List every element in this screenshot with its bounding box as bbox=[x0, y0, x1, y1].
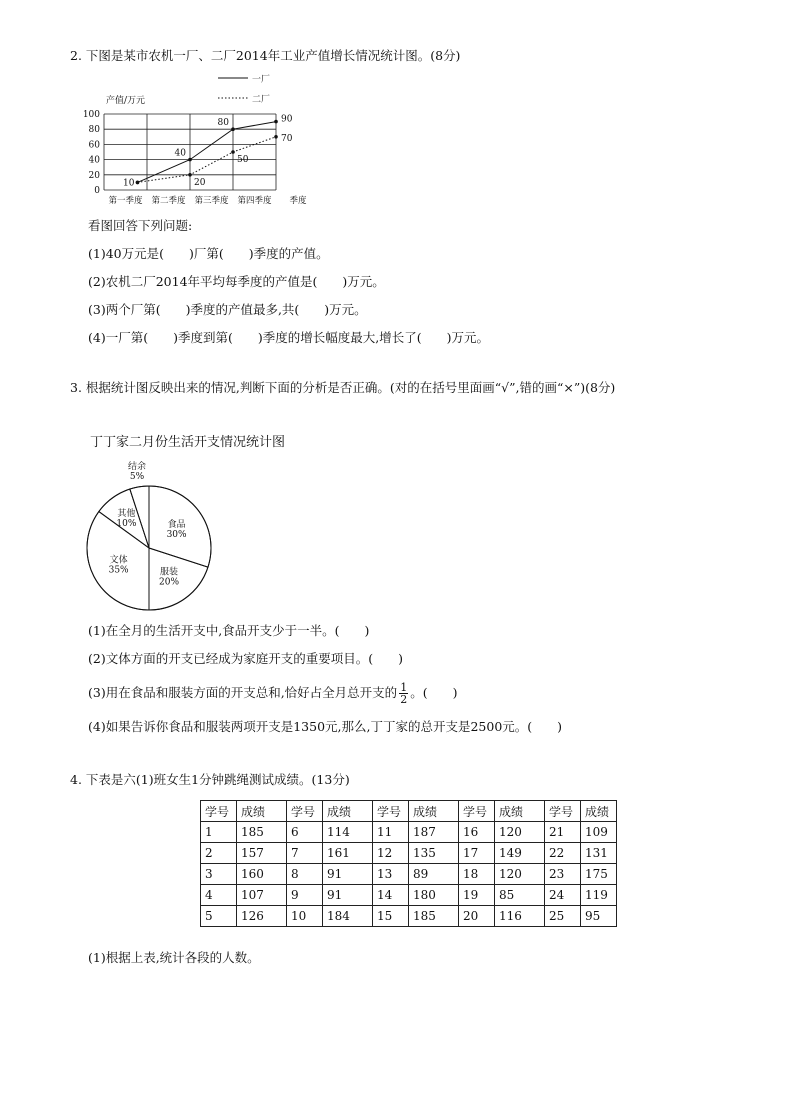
table-row-4-cell-1: 4 bbox=[201, 885, 237, 906]
y-tick-80: 80 bbox=[88, 125, 100, 136]
y-tick-0: 0 bbox=[94, 186, 100, 196]
table-row-3-cell-8: 120 bbox=[495, 864, 545, 885]
table-row-4-cell-2: 107 bbox=[237, 885, 287, 906]
q4-question-1: (1)根据上表,统计各段的人数。 bbox=[88, 950, 260, 965]
table-row-4-cell-4: 91 bbox=[323, 885, 373, 906]
table-row-3-cell-9: 23 bbox=[545, 864, 581, 885]
pie-chart bbox=[80, 458, 220, 618]
q3-question-4: (4)如果告诉你食品和服装两项开支是1350元,那么,丁丁家的总开支是2500元。( ) bbox=[88, 719, 563, 734]
table-row-4-cell-5: 14 bbox=[373, 885, 409, 906]
table-row-1-cell-5: 11 bbox=[373, 822, 409, 843]
series-1-point-2 bbox=[188, 158, 192, 162]
pie-label-5: 结余 bbox=[127, 462, 147, 472]
table-row-5-cell-8: 116 bbox=[495, 906, 545, 927]
table-row-1-cell-7: 16 bbox=[459, 822, 495, 843]
pie-value-3: 35% bbox=[108, 565, 129, 576]
table-header-row-cell-4: 成绩 bbox=[323, 801, 373, 822]
x-tick-4: 第四季度 bbox=[237, 196, 272, 206]
table-row-2-cell-8: 149 bbox=[495, 843, 545, 864]
x-tick-2: 第二季度 bbox=[151, 196, 186, 206]
series-2-point-2 bbox=[188, 173, 192, 177]
table-row-3-cell-3: 8 bbox=[287, 864, 323, 885]
pie-label-1: 食品 bbox=[167, 519, 186, 530]
table-row-3-cell-6: 89 bbox=[409, 864, 459, 885]
table-row-3-cell-10: 175 bbox=[581, 864, 617, 885]
table-row-2-cell-4: 161 bbox=[323, 843, 373, 864]
data-label-1-4: 90 bbox=[281, 114, 293, 125]
pie-label-3: 文体 bbox=[109, 555, 128, 566]
table-row-5-cell-7: 20 bbox=[459, 906, 495, 927]
line-chart bbox=[70, 70, 370, 210]
fraction-one-half bbox=[399, 682, 408, 705]
q2-question-1: (1)40万元是( )厂第( )季度的产值。 bbox=[88, 246, 329, 261]
x-axis-label: 季度 bbox=[289, 196, 307, 206]
table-row-4-cell-7: 19 bbox=[459, 885, 495, 906]
table-row-5-cell-9: 25 bbox=[545, 906, 581, 927]
table-row-5-cell-3: 10 bbox=[287, 906, 323, 927]
fraction-numerator: 1 bbox=[400, 681, 408, 694]
y-tick-60: 60 bbox=[88, 140, 100, 151]
table-row-1 bbox=[201, 822, 617, 843]
y-axis-label: 产值/万元 bbox=[106, 96, 146, 106]
q3-question-3 bbox=[88, 680, 457, 706]
table-row-1-cell-2: 185 bbox=[237, 822, 287, 843]
y-tick-100: 100 bbox=[82, 110, 100, 120]
table-row-4-cell-3: 9 bbox=[287, 885, 323, 906]
legend-label-1: 一厂 bbox=[252, 75, 271, 85]
table-row-3-cell-1: 3 bbox=[201, 864, 237, 885]
table-header-row-cell-9: 学号 bbox=[545, 801, 581, 822]
table-row-5-cell-2: 126 bbox=[237, 906, 287, 927]
pie-chart-title: 丁丁家二月份生活开支情况统计图 bbox=[90, 435, 286, 450]
table-row-2-cell-5: 12 bbox=[373, 843, 409, 864]
data-label-1-2: 40 bbox=[174, 148, 186, 159]
table-row-4-cell-6: 180 bbox=[409, 885, 459, 906]
table-row-5 bbox=[201, 906, 617, 927]
q4-title: 4. 下表是六(1)班女生1分钟跳绳测试成绩。(13分) bbox=[70, 772, 350, 787]
table-row-3-cell-7: 18 bbox=[459, 864, 495, 885]
table-row-3-cell-4: 91 bbox=[323, 864, 373, 885]
table-row-3 bbox=[201, 864, 617, 885]
pie-value-2: 20% bbox=[159, 577, 180, 588]
table-row-2-cell-2: 157 bbox=[237, 843, 287, 864]
table-row-2-cell-7: 17 bbox=[459, 843, 495, 864]
table-row-2-cell-10: 131 bbox=[581, 843, 617, 864]
table-header-row-cell-6: 成绩 bbox=[409, 801, 459, 822]
series-2-point-3 bbox=[231, 150, 235, 154]
table-row-1-cell-1: 1 bbox=[201, 822, 237, 843]
table-row-2-cell-6: 135 bbox=[409, 843, 459, 864]
table-row-5-cell-6: 185 bbox=[409, 906, 459, 927]
table-row-2 bbox=[201, 843, 617, 864]
table-row-4 bbox=[201, 885, 617, 906]
table-row-1-cell-3: 6 bbox=[287, 822, 323, 843]
series-2-point-4 bbox=[274, 135, 278, 139]
data-label-2-2: 20 bbox=[194, 177, 206, 188]
data-label-2-3: 50 bbox=[237, 155, 249, 165]
data-label-1-3: 80 bbox=[217, 118, 229, 129]
q3-title: 3. 根据统计图反映出来的情况,判断下面的分析是否正确。(对的在括号里面画“√”,错的画“×”)(8分) bbox=[70, 380, 616, 395]
x-tick-1: 第一季度 bbox=[108, 196, 143, 206]
legend-label-2: 二厂 bbox=[252, 95, 271, 105]
table-row-5-cell-10: 95 bbox=[581, 906, 617, 927]
table-row-1-cell-10: 109 bbox=[581, 822, 617, 843]
q2-question-3: (3)两个厂第( )季度的产值最多,共( )万元。 bbox=[88, 302, 367, 317]
score-table bbox=[200, 800, 617, 927]
table-row-1-cell-9: 21 bbox=[545, 822, 581, 843]
q3-question-3-text: (3)用在食品和服装方面的开支总和,恰好占全月总开支的 bbox=[88, 685, 398, 700]
table-header-row-cell-3: 学号 bbox=[287, 801, 323, 822]
q3-question-3-suffix: 。( ) bbox=[410, 685, 458, 700]
table-row-5-cell-5: 15 bbox=[373, 906, 409, 927]
table-row-4-cell-8: 85 bbox=[495, 885, 545, 906]
table-row-3-cell-5: 13 bbox=[373, 864, 409, 885]
q3-question-2: (2)文体方面的开支已经成为家庭开支的重要项目。( ) bbox=[88, 651, 403, 666]
q3-question-1: (1)在全月的生活开支中,食品开支少于一半。( ) bbox=[88, 623, 370, 638]
table-header-row bbox=[201, 801, 617, 822]
q2-instruction: 看图回答下列问题: bbox=[88, 218, 193, 233]
pie-label-4: 其他 bbox=[117, 508, 136, 519]
table-header-row-cell-7: 学号 bbox=[459, 801, 495, 822]
table-row-1-cell-8: 120 bbox=[495, 822, 545, 843]
table-row-1-cell-6: 187 bbox=[409, 822, 459, 843]
series-line-1 bbox=[138, 122, 277, 183]
table-header-row-cell-2: 成绩 bbox=[237, 801, 287, 822]
series-1-point-4 bbox=[274, 120, 278, 124]
pie-value-5: 5% bbox=[129, 472, 145, 482]
table-row-2-cell-9: 22 bbox=[545, 843, 581, 864]
series-1-point-3 bbox=[231, 127, 235, 131]
table-row-5-cell-1: 5 bbox=[201, 906, 237, 927]
q2-question-4: (4)一厂第( )季度到第( )季度的增长幅度最大,增长了( )万元。 bbox=[88, 330, 489, 345]
q2-question-2: (2)农机二厂2014年平均每季度的产值是( )万元。 bbox=[88, 274, 385, 289]
data-label-1-1: 10 bbox=[123, 178, 135, 189]
x-tick-3: 第三季度 bbox=[194, 196, 229, 206]
table-row-2-cell-1: 2 bbox=[201, 843, 237, 864]
q2-title: 2. 下图是某市农机一厂、二厂2014年工业产值增长情况统计图。(8分) bbox=[70, 48, 461, 63]
table-row-4-cell-9: 24 bbox=[545, 885, 581, 906]
pie-label-2: 服装 bbox=[160, 567, 179, 578]
pie-value-4: 10% bbox=[116, 518, 137, 529]
table-row-3-cell-2: 160 bbox=[237, 864, 287, 885]
series-2-point-1 bbox=[136, 181, 140, 185]
fraction-denominator: 2 bbox=[400, 693, 408, 706]
table-row-1-cell-4: 114 bbox=[323, 822, 373, 843]
y-tick-20: 20 bbox=[88, 170, 100, 181]
table-header-row-cell-10: 成绩 bbox=[581, 801, 617, 822]
table-row-4-cell-10: 119 bbox=[581, 885, 617, 906]
table-header-row-cell-5: 学号 bbox=[373, 801, 409, 822]
y-tick-40: 40 bbox=[88, 155, 100, 166]
table-header-row-cell-8: 成绩 bbox=[495, 801, 545, 822]
table-row-2-cell-3: 7 bbox=[287, 843, 323, 864]
data-label-2-4: 70 bbox=[281, 133, 293, 144]
pie-value-1: 30% bbox=[166, 529, 187, 540]
table-row-5-cell-4: 184 bbox=[323, 906, 373, 927]
table-header-row-cell-1: 学号 bbox=[201, 801, 237, 822]
